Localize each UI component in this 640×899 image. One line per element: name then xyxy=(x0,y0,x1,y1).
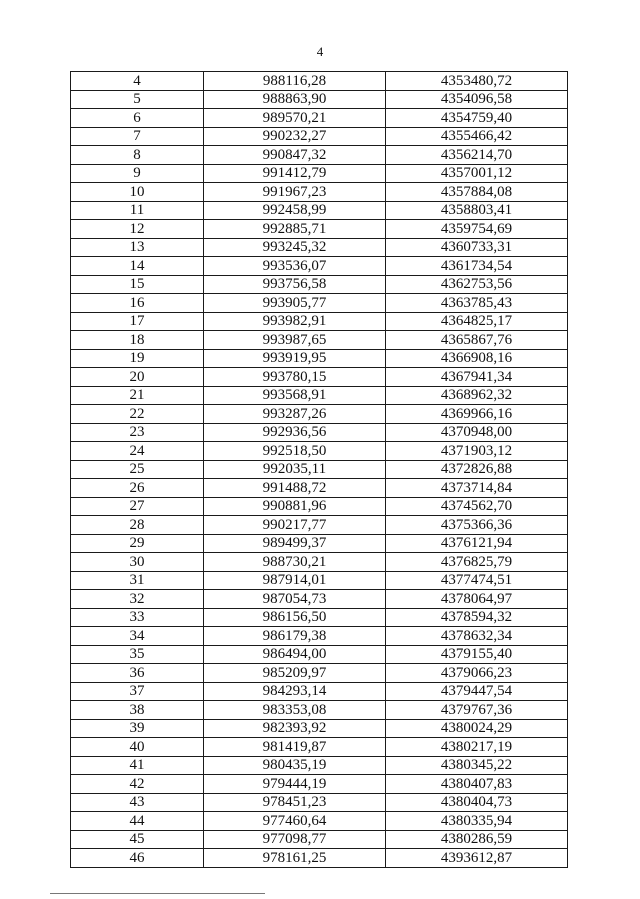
y-coordinate-cell: 4356214,70 xyxy=(386,146,568,165)
y-coordinate-cell: 4380286,59 xyxy=(386,830,568,849)
table-row xyxy=(71,72,568,91)
x-coordinate-cell: 990232,27 xyxy=(204,127,386,146)
point-number-cell: 5 xyxy=(71,90,204,109)
point-number-cell: 41 xyxy=(71,756,204,775)
point-number-cell: 35 xyxy=(71,645,204,664)
y-coordinate-cell: 4354096,58 xyxy=(386,90,568,109)
point-number-cell: 28 xyxy=(71,516,204,535)
y-coordinate-cell: 4367941,34 xyxy=(386,368,568,387)
y-coordinate-cell: 4366908,16 xyxy=(386,349,568,368)
point-number-cell: 22 xyxy=(71,405,204,424)
y-coordinate-cell: 4374562,70 xyxy=(386,497,568,516)
table-row xyxy=(71,775,568,794)
x-coordinate-cell: 982393,92 xyxy=(204,719,386,738)
x-coordinate-cell: 993905,77 xyxy=(204,294,386,313)
point-number-cell: 12 xyxy=(71,220,204,239)
table-row xyxy=(71,849,568,868)
point-number-cell: 40 xyxy=(71,738,204,757)
table-row xyxy=(71,368,568,387)
x-coordinate-cell: 993756,58 xyxy=(204,275,386,294)
y-coordinate-cell: 4353480,72 xyxy=(386,72,568,91)
point-number-cell: 46 xyxy=(71,849,204,868)
point-number-cell: 14 xyxy=(71,257,204,276)
table-row xyxy=(71,627,568,646)
x-coordinate-cell: 981419,87 xyxy=(204,738,386,757)
table-row xyxy=(71,608,568,627)
table-row xyxy=(71,127,568,146)
table-row xyxy=(71,331,568,350)
x-coordinate-cell: 992458,99 xyxy=(204,201,386,220)
point-number-cell: 42 xyxy=(71,775,204,794)
x-coordinate-cell: 989570,21 xyxy=(204,109,386,128)
table-row xyxy=(71,405,568,424)
x-coordinate-cell: 990217,77 xyxy=(204,516,386,535)
y-coordinate-cell: 4355466,42 xyxy=(386,127,568,146)
y-coordinate-cell: 4376825,79 xyxy=(386,553,568,572)
point-number-cell: 29 xyxy=(71,534,204,553)
table-row xyxy=(71,442,568,461)
x-coordinate-cell: 990847,32 xyxy=(204,146,386,165)
y-coordinate-cell: 4377474,51 xyxy=(386,571,568,590)
x-coordinate-cell: 993536,07 xyxy=(204,257,386,276)
point-number-cell: 4 xyxy=(71,72,204,91)
x-coordinate-cell: 986494,00 xyxy=(204,645,386,664)
x-coordinate-cell: 993987,65 xyxy=(204,331,386,350)
x-coordinate-cell: 977460,64 xyxy=(204,812,386,831)
footer-line xyxy=(50,893,265,894)
y-coordinate-cell: 4379066,23 xyxy=(386,664,568,683)
table-row xyxy=(71,645,568,664)
x-coordinate-cell: 991488,72 xyxy=(204,479,386,498)
y-coordinate-cell: 4379447,54 xyxy=(386,682,568,701)
table-row xyxy=(71,109,568,128)
point-number-cell: 13 xyxy=(71,238,204,257)
point-number-cell: 24 xyxy=(71,442,204,461)
y-coordinate-cell: 4360733,31 xyxy=(386,238,568,257)
y-coordinate-cell: 4378064,97 xyxy=(386,590,568,609)
table-row xyxy=(71,460,568,479)
point-number-cell: 31 xyxy=(71,571,204,590)
table-row xyxy=(71,738,568,757)
x-coordinate-cell: 989499,37 xyxy=(204,534,386,553)
table-row xyxy=(71,275,568,294)
table-row xyxy=(71,257,568,276)
y-coordinate-cell: 4393612,87 xyxy=(386,849,568,868)
table-row xyxy=(71,516,568,535)
x-coordinate-cell: 988730,21 xyxy=(204,553,386,572)
table-row xyxy=(71,238,568,257)
table-row xyxy=(71,349,568,368)
point-number-cell: 39 xyxy=(71,719,204,738)
point-number-cell: 27 xyxy=(71,497,204,516)
y-coordinate-cell: 4357884,08 xyxy=(386,183,568,202)
point-number-cell: 8 xyxy=(71,146,204,165)
table-row xyxy=(71,164,568,183)
x-coordinate-cell: 987914,01 xyxy=(204,571,386,590)
x-coordinate-cell: 979444,19 xyxy=(204,775,386,794)
x-coordinate-cell: 992885,71 xyxy=(204,220,386,239)
x-coordinate-cell: 986179,38 xyxy=(204,627,386,646)
page-number: 4 xyxy=(316,44,324,59)
point-number-cell: 38 xyxy=(71,701,204,720)
y-coordinate-cell: 4354759,40 xyxy=(386,109,568,128)
x-coordinate-cell: 985209,97 xyxy=(204,664,386,683)
table-row xyxy=(71,590,568,609)
x-coordinate-cell: 986156,50 xyxy=(204,608,386,627)
table-row xyxy=(71,534,568,553)
x-coordinate-cell: 992936,56 xyxy=(204,423,386,442)
point-number-cell: 9 xyxy=(71,164,204,183)
point-number-cell: 21 xyxy=(71,386,204,405)
point-number-cell: 20 xyxy=(71,368,204,387)
table-row xyxy=(71,497,568,516)
y-coordinate-cell: 4369966,16 xyxy=(386,405,568,424)
x-coordinate-cell: 984293,14 xyxy=(204,682,386,701)
table-row xyxy=(71,830,568,849)
y-coordinate-cell: 4379767,36 xyxy=(386,701,568,720)
coordinates-table xyxy=(70,71,568,868)
y-coordinate-cell: 4380024,29 xyxy=(386,719,568,738)
y-coordinate-cell: 4370948,00 xyxy=(386,423,568,442)
point-number-cell: 43 xyxy=(71,793,204,812)
point-number-cell: 36 xyxy=(71,664,204,683)
x-coordinate-cell: 993982,91 xyxy=(204,312,386,331)
table-row xyxy=(71,553,568,572)
x-coordinate-cell: 980435,19 xyxy=(204,756,386,775)
table-row xyxy=(71,756,568,775)
x-coordinate-cell: 992518,50 xyxy=(204,442,386,461)
point-number-cell: 44 xyxy=(71,812,204,831)
point-number-cell: 16 xyxy=(71,294,204,313)
x-coordinate-cell: 988863,90 xyxy=(204,90,386,109)
point-number-cell: 15 xyxy=(71,275,204,294)
y-coordinate-cell: 4368962,32 xyxy=(386,386,568,405)
x-coordinate-cell: 990881,96 xyxy=(204,497,386,516)
point-number-cell: 6 xyxy=(71,109,204,128)
point-number-cell: 23 xyxy=(71,423,204,442)
table-row xyxy=(71,90,568,109)
table-row xyxy=(71,201,568,220)
y-coordinate-cell: 4363785,43 xyxy=(386,294,568,313)
y-coordinate-cell: 4357001,12 xyxy=(386,164,568,183)
point-number-cell: 11 xyxy=(71,201,204,220)
y-coordinate-cell: 4380217,19 xyxy=(386,738,568,757)
point-number-cell: 30 xyxy=(71,553,204,572)
x-coordinate-cell: 993568,91 xyxy=(204,386,386,405)
point-number-cell: 25 xyxy=(71,460,204,479)
y-coordinate-cell: 4364825,17 xyxy=(386,312,568,331)
table-row xyxy=(71,812,568,831)
table-row xyxy=(71,682,568,701)
x-coordinate-cell: 991967,23 xyxy=(204,183,386,202)
x-coordinate-cell: 987054,73 xyxy=(204,590,386,609)
x-coordinate-cell: 993780,15 xyxy=(204,368,386,387)
x-coordinate-cell: 977098,77 xyxy=(204,830,386,849)
point-number-cell: 32 xyxy=(71,590,204,609)
table-row xyxy=(71,183,568,202)
y-coordinate-cell: 4375366,36 xyxy=(386,516,568,535)
point-number-cell: 10 xyxy=(71,183,204,202)
table-row xyxy=(71,719,568,738)
point-number-cell: 26 xyxy=(71,479,204,498)
table-row xyxy=(71,386,568,405)
y-coordinate-cell: 4378594,32 xyxy=(386,608,568,627)
x-coordinate-cell: 988116,28 xyxy=(204,72,386,91)
y-coordinate-cell: 4371903,12 xyxy=(386,442,568,461)
y-coordinate-cell: 4379155,40 xyxy=(386,645,568,664)
table-row xyxy=(71,793,568,812)
table-row xyxy=(71,294,568,313)
x-coordinate-cell: 993245,32 xyxy=(204,238,386,257)
x-coordinate-cell: 992035,11 xyxy=(204,460,386,479)
table-row xyxy=(71,571,568,590)
x-coordinate-cell: 993287,26 xyxy=(204,405,386,424)
table-row xyxy=(71,220,568,239)
coordinates-table-body xyxy=(71,72,568,868)
x-coordinate-cell: 978451,23 xyxy=(204,793,386,812)
y-coordinate-cell: 4380335,94 xyxy=(386,812,568,831)
y-coordinate-cell: 4359754,69 xyxy=(386,220,568,239)
point-number-cell: 33 xyxy=(71,608,204,627)
x-coordinate-cell: 993919,95 xyxy=(204,349,386,368)
y-coordinate-cell: 4362753,56 xyxy=(386,275,568,294)
table-row xyxy=(71,664,568,683)
point-number-cell: 18 xyxy=(71,331,204,350)
y-coordinate-cell: 4372826,88 xyxy=(386,460,568,479)
table-row xyxy=(71,701,568,720)
point-number-cell: 45 xyxy=(71,830,204,849)
point-number-cell: 7 xyxy=(71,127,204,146)
point-number-cell: 19 xyxy=(71,349,204,368)
table-row xyxy=(71,312,568,331)
y-coordinate-cell: 4376121,94 xyxy=(386,534,568,553)
y-coordinate-cell: 4378632,34 xyxy=(386,627,568,646)
point-number-cell: 17 xyxy=(71,312,204,331)
y-coordinate-cell: 4365867,76 xyxy=(386,331,568,350)
point-number-cell: 37 xyxy=(71,682,204,701)
y-coordinate-cell: 4380404,73 xyxy=(386,793,568,812)
x-coordinate-cell: 991412,79 xyxy=(204,164,386,183)
table-row xyxy=(71,146,568,165)
y-coordinate-cell: 4380345,22 xyxy=(386,756,568,775)
table-row xyxy=(71,479,568,498)
point-number-cell: 34 xyxy=(71,627,204,646)
y-coordinate-cell: 4380407,83 xyxy=(386,775,568,794)
x-coordinate-cell: 983353,08 xyxy=(204,701,386,720)
y-coordinate-cell: 4358803,41 xyxy=(386,201,568,220)
x-coordinate-cell: 978161,25 xyxy=(204,849,386,868)
y-coordinate-cell: 4361734,54 xyxy=(386,257,568,276)
y-coordinate-cell: 4373714,84 xyxy=(386,479,568,498)
table-row xyxy=(71,423,568,442)
